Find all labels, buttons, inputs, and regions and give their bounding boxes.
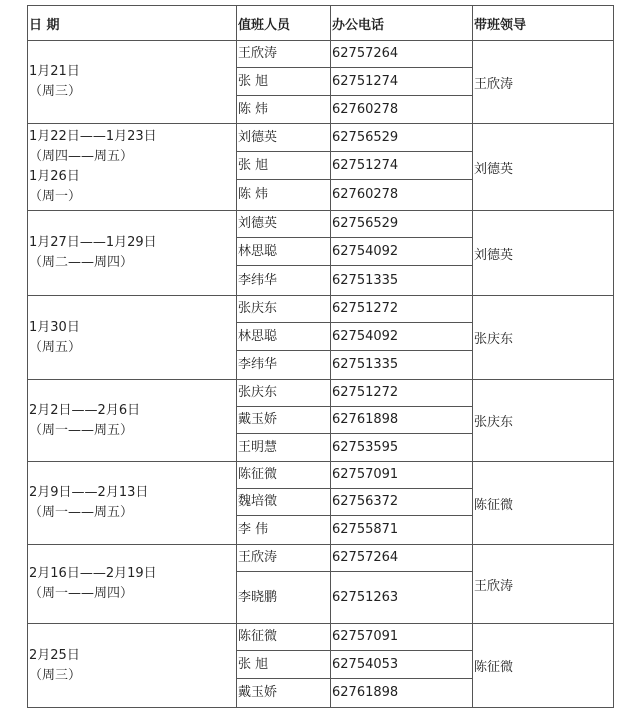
- table-row: [28, 124, 614, 152]
- table-row: [28, 296, 614, 323]
- phone-cell: 62761898: [331, 407, 473, 434]
- table-row: [28, 624, 614, 651]
- phone-cell: 62757091: [331, 462, 473, 489]
- phone-cell: 62751335: [331, 266, 473, 296]
- staff-cell: 戴玉娇: [237, 407, 331, 434]
- phone-cell: 62756529: [331, 124, 473, 152]
- date-line: （周一）: [29, 189, 82, 204]
- date-cell: [28, 124, 237, 211]
- date-line: （周一——周五）: [29, 422, 134, 438]
- staff-cell: 张庆东: [237, 296, 331, 323]
- phone-cell: 62751335: [331, 351, 473, 380]
- phone-cell: 62753595: [331, 434, 473, 462]
- leader-cell: 王欣涛: [473, 41, 614, 124]
- date-line: （周四——周五）: [29, 149, 134, 164]
- date-line: 1月26日: [29, 169, 80, 184]
- date-line: 1月27日——1月29日: [29, 235, 157, 250]
- header-date: 日 期: [28, 6, 237, 41]
- header-staff: 值班人员: [237, 6, 331, 41]
- phone-cell: 62751263: [331, 572, 473, 624]
- leader-cell: 张庆东: [473, 380, 614, 462]
- phone-cell: 62754053: [331, 651, 473, 679]
- date-cell: [28, 41, 237, 124]
- staff-cell: 刘德英: [237, 211, 331, 238]
- staff-cell: 王欣涛: [237, 545, 331, 572]
- staff-cell: 李纬华: [237, 266, 331, 296]
- staff-cell: 李纬华: [237, 351, 331, 380]
- date-cell: [28, 296, 237, 380]
- header-phone: 办公电话: [331, 6, 473, 41]
- staff-cell: 张 旭: [237, 68, 331, 96]
- table-row: [28, 380, 614, 407]
- date-cell: [28, 380, 237, 462]
- phone-cell: 62760278: [331, 180, 473, 211]
- table-header: [28, 6, 614, 41]
- duty-roster-table: [27, 5, 614, 708]
- phone-cell: 62751274: [331, 68, 473, 96]
- date-line: 1月22日——1月23日: [29, 129, 157, 144]
- staff-cell: 魏培徵: [237, 489, 331, 516]
- staff-cell: 陈 炜: [237, 180, 331, 211]
- phone-cell: 62757264: [331, 545, 473, 572]
- staff-cell: 王明慧: [237, 434, 331, 462]
- table-body: [28, 41, 614, 708]
- date-line: （周三）: [29, 84, 82, 99]
- staff-cell: 林思聪: [237, 323, 331, 351]
- table-row: [28, 462, 614, 489]
- table-row: [28, 545, 614, 572]
- staff-cell: 王欣涛: [237, 41, 331, 68]
- staff-cell: 陈征微: [237, 624, 331, 651]
- table-row: [28, 41, 614, 68]
- staff-cell: 戴玉娇: [237, 679, 331, 708]
- date-line: （周一——周四）: [29, 586, 134, 601]
- phone-cell: 62757091: [331, 624, 473, 651]
- date-line: 2月16日——2月19日: [29, 566, 157, 581]
- date-line: （周一——周五）: [29, 505, 134, 520]
- staff-cell: 李晓鹏: [237, 572, 331, 624]
- phone-cell: 62751272: [331, 296, 473, 323]
- phone-cell: 62751272: [331, 380, 473, 407]
- date-line: 2月2日——2月6日: [29, 402, 141, 418]
- phone-cell: 62761898: [331, 679, 473, 708]
- date-cell: [28, 545, 237, 624]
- header-leader: 带班领导: [473, 6, 614, 41]
- staff-cell: 张庆东: [237, 380, 331, 407]
- leader-cell: 张庆东: [473, 296, 614, 380]
- date-line: 1月30日: [29, 319, 80, 335]
- date-line: （周五）: [29, 339, 82, 355]
- phone-cell: 62757264: [331, 41, 473, 68]
- staff-cell: 张 旭: [237, 152, 331, 180]
- staff-cell: 张 旭: [237, 651, 331, 679]
- header-row: [28, 6, 614, 41]
- phone-cell: 62754092: [331, 238, 473, 266]
- leader-cell: 陈征微: [473, 624, 614, 708]
- phone-cell: 62754092: [331, 323, 473, 351]
- phone-cell: 62751274: [331, 152, 473, 180]
- leader-cell: 刘德英: [473, 211, 614, 296]
- staff-cell: 陈 炜: [237, 96, 331, 124]
- staff-cell: 林思聪: [237, 238, 331, 266]
- leader-cell: 刘德英: [473, 124, 614, 211]
- date-line: （周三）: [29, 667, 82, 683]
- phone-cell: 62755871: [331, 516, 473, 545]
- table-row: [28, 211, 614, 238]
- leader-cell: 王欣涛: [473, 545, 614, 624]
- date-cell: [28, 211, 237, 296]
- staff-cell: 李 伟: [237, 516, 331, 545]
- phone-cell: 62756529: [331, 211, 473, 238]
- leader-cell: 陈征微: [473, 462, 614, 545]
- staff-cell: 陈征微: [237, 462, 331, 489]
- date-cell: [28, 624, 237, 708]
- date-cell: [28, 462, 237, 545]
- date-line: 1月21日: [29, 64, 80, 79]
- date-line: （周二——周四）: [29, 255, 134, 270]
- phone-cell: 62756372: [331, 489, 473, 516]
- date-line: 2月25日: [29, 647, 80, 663]
- date-line: 2月9日——2月13日: [29, 485, 149, 500]
- staff-cell: 刘德英: [237, 124, 331, 152]
- phone-cell: 62760278: [331, 96, 473, 124]
